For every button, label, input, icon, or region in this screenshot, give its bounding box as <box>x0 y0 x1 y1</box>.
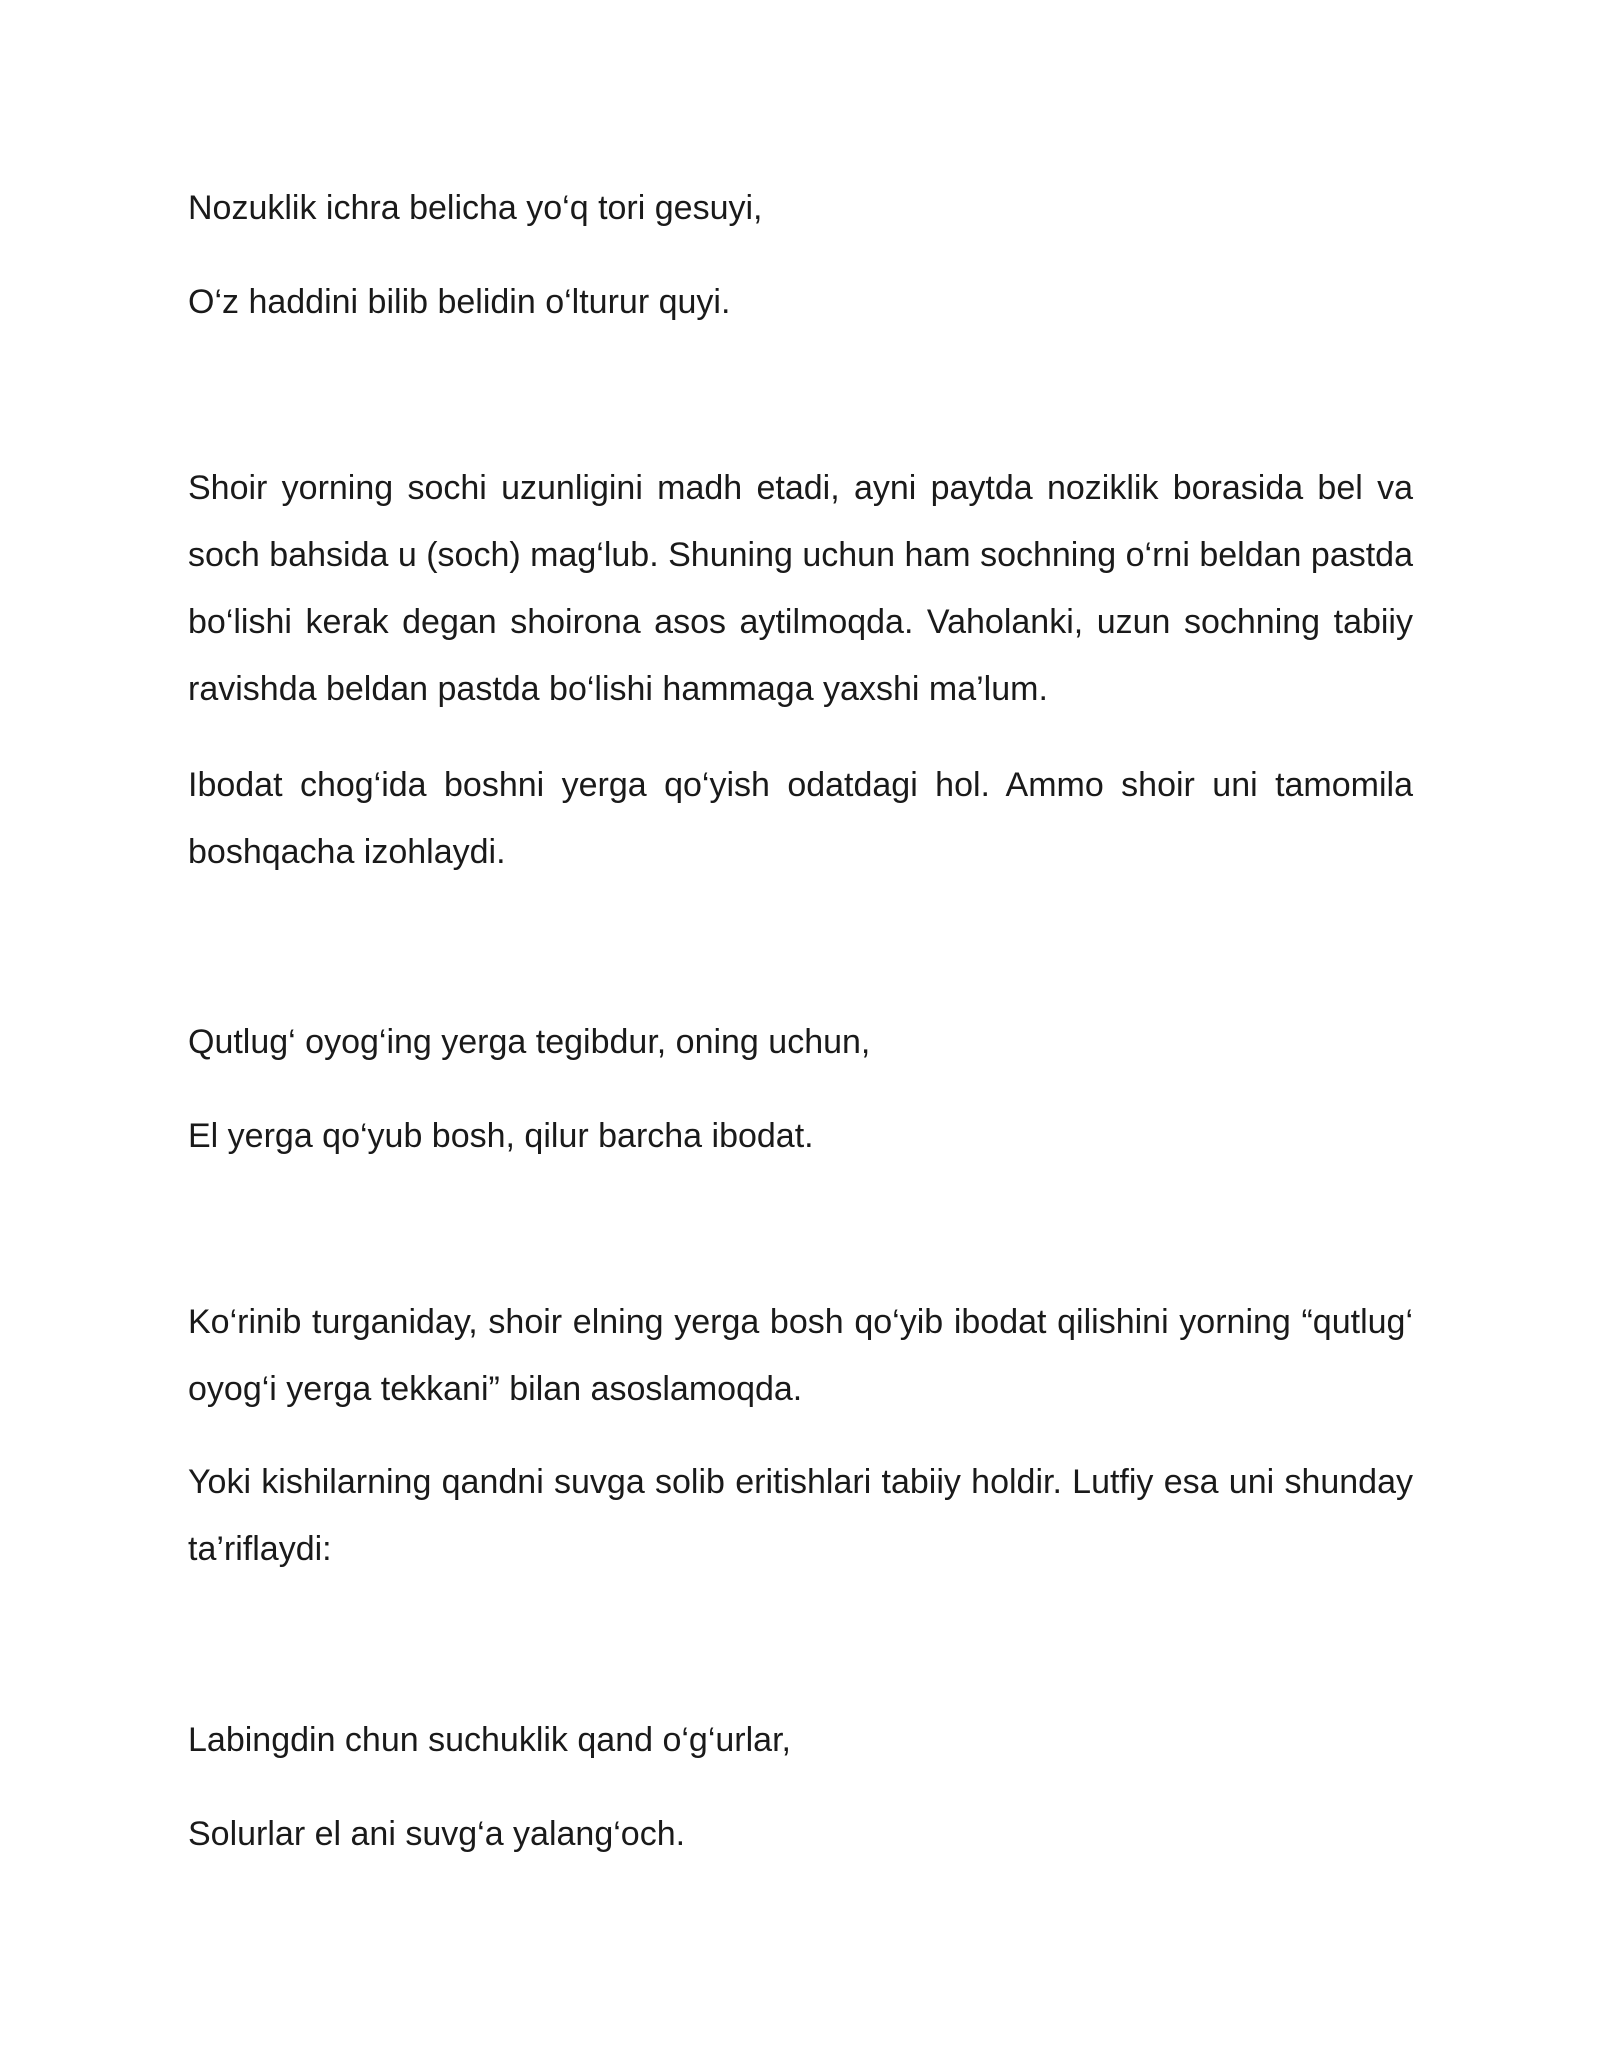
paragraph-3: Ko‘rinib turganiday, shoir elning yerga bosh qo‘yib ibodat qilishini yorning “qutlug‘ oyog‘i yerga tekkani” bilan asoslamoqda. <box>188 1303 1413 1408</box>
verse-3-line-2: Solurlar el ani suvg‘a yalang‘och. <box>188 1815 686 1853</box>
paragraph-4: Yoki kishilarning qandni suvga solib eritishlari tabiiy holdir. Lutfiy esa uni shunday ta’riflaydi: <box>188 1463 1413 1568</box>
verse-3-line-1: Labingdin chun suchuklik qand o‘g‘urlar, <box>188 1721 791 1759</box>
verse-1-line-2: O‘z haddini bilib belidin o‘lturur quyi. <box>188 283 731 321</box>
paragraph-2: Ibodat chog‘ida boshni yerga qo‘yish odatdagi hol. Ammo shoir uni tamomila boshqacha izohlaydi. <box>188 766 1413 871</box>
verse-2-line-2: El yerga qo‘yub bosh, qilur barcha ibodat. <box>188 1117 814 1155</box>
paragraph-1: Shoir yorning sochi uzunligini madh etadi, ayni paytda noziklik borasida bel va soch bahsida u (soch) mag‘lub. Shuning uchun ham sochning o‘rni beldan pastda bo‘lishi kerak degan shoirona asos aytilmoqda. Vaholanki, uzun sochning tabiiy ravishda beldan pastda bo‘lishi hammaga yaxshi ma’lum. <box>188 469 1413 708</box>
verse-2-line-1: Qutlug‘ oyog‘ing yerga tegibdur, oning uchun, <box>188 1023 871 1061</box>
verse-1-line-1: Nozuklik ichra belicha yo‘q tori gesuyi, <box>188 189 763 227</box>
